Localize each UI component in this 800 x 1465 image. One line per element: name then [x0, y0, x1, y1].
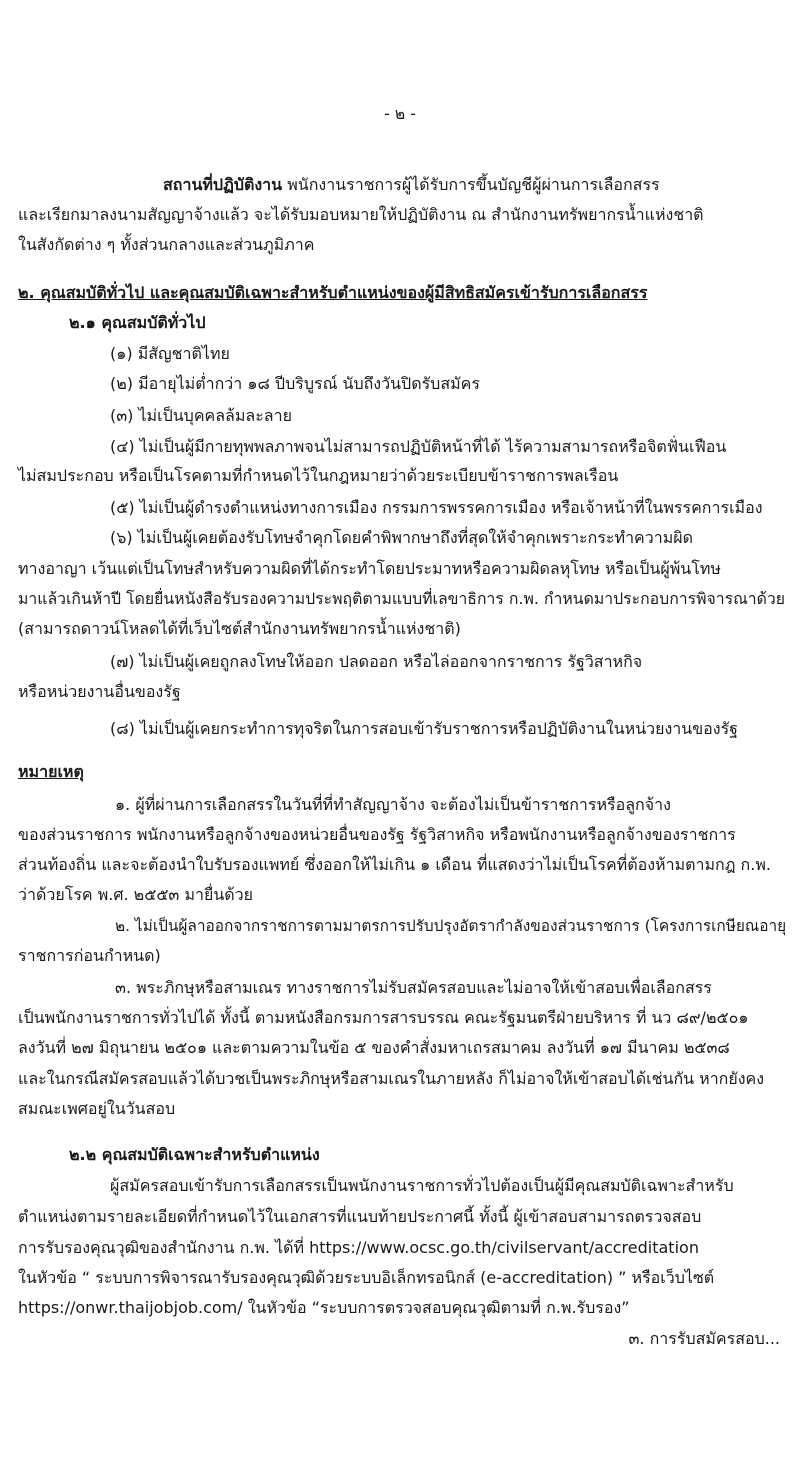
workplace-paragraph-line2: และเรียกมาลงนามสัญญาจ้างแล้ว จะได้รับมอบหมายให้ปฏิบัติงาน ณ สำนักงานทรัพยากรน้ำแห่งชาติ: [18, 205, 704, 224]
note-line-7: ๓. พระภิกษุหรือสามเณร ทางราชการไม่รับสมัครสอบและไม่อาจให้เข้าสอบเพื่อเลือกสรร: [115, 978, 712, 997]
subsection-2-1-heading: ๒.๑ คุณสมบัติทั่วไป: [69, 313, 206, 332]
workplace-paragraph-line3: ในสังกัดต่าง ๆ ทั้งส่วนกลางและส่วนภูมิภาค: [18, 235, 315, 254]
qualification-item-2: (๒) มีอายุไม่ต่ำกว่า ๑๘ ปีบริบูรณ์ นับถึงวันปิดรับสมัคร: [110, 374, 480, 393]
qualification-item-8: (๘) ไม่เป็นผู้เคยกระทำการทุจริตในการสอบเข้ารับราชการหรือปฏิบัติงานในหน่วยงานของรัฐ: [110, 719, 738, 738]
workplace-paragraph-line1: [163, 173, 660, 197]
qualification-item-6-cont1: ทางอาญา เว้นแต่เป็นโทษสำหรับความผิดที่ได้กระทำโดยประมาทหรือความผิดลหุโทษ หรือเป็นผู้พ้นโทษ: [18, 559, 721, 578]
workplace-text: พนักงานราชการผู้ได้รับการขึ้นบัญชีผู้ผ่านการเลือกสรร: [287, 175, 660, 194]
qualification-item-7-cont: หรือหน่วยงานอื่นของรัฐ: [18, 682, 181, 701]
note-line-5: ๒. ไม่เป็นผู้ลาออกจากราชการตามมาตรการปรับปรุงอัตรากำลังของส่วนราชการ (โครงการเกษียณอายุ: [115, 917, 787, 935]
note-line-2: ของส่วนราชการ พนักงานหรือลูกจ้างของหน่วยอื่นของรัฐ รัฐวิสาหกิจ หรือพนักงานหรือลูกจ้างของราชการ: [18, 825, 736, 844]
page-number: - ๒ -: [384, 104, 416, 123]
qualification-item-1: (๑) มีสัญชาติไทย: [110, 344, 230, 363]
section-2-heading: ๒. คุณสมบัติทั่วไป และคุณสมบัติเฉพาะสำหรับตำแหน่งของผู้มีสิทธิสมัครเข้ารับการเลือกสรร: [18, 283, 648, 302]
qualification-item-7: (๗) ไม่เป็นผู้เคยถูกลงโทษให้ออก ปลดออก หรือไล่ออกจากราชการ รัฐวิสาหกิจ: [110, 652, 643, 671]
qualification-item-6-cont3: (สามารถดาวน์โหลดได้ที่เว็บไซต์สำนักงานทรัพยากรน้ำแห่งชาติ): [18, 619, 461, 638]
qualification-item-4-cont: ไม่สมประกอบ หรือเป็นโรคตามที่กำหนดไว้ในกฎหมายว่าด้วยระเบียบข้าราชการพลเรือน: [18, 466, 619, 485]
qualification-item-4: (๔) ไม่เป็นผู้มีกายทุพพลภาพจนไม่สามารถปฏิบัติหน้าที่ได้ ไร้ความสามารถหรือจิตฟั่นเฟือน: [110, 437, 727, 456]
specific-qualification-line-4: ในหัวข้อ “ ระบบการพิจารณารับรองคุณวุฒิด้วยระบบอิเล็กทรอนิกส์ (e-accreditation) ” หรือเว็บไซต์: [18, 1268, 715, 1287]
specific-qualification-line-3: การรับรองคุณวุฒิของสำนักงาน ก.พ. ได้ที่ https://www.ocsc.go.th/civilservant/accreditation: [18, 1238, 699, 1257]
continuation-text: ๓. การรับสมัครสอบ...: [628, 1329, 780, 1348]
qualification-item-6-cont2: มาแล้วเกินห้าปี โดยยื่นหนังสือรับรองความประพฤติตามแบบที่เลขาธิการ ก.พ. กำหนดมาประกอบการพิจารณาด้วย: [18, 589, 786, 608]
qualification-item-3: (๓) ไม่เป็นบุคคลล้มละลาย: [110, 406, 292, 425]
specific-qualification-line-1: ผู้สมัครสอบเข้ารับการเลือกสรรเป็นพนักงานราชการทั่วไปต้องเป็นผู้มีคุณสมบัติเฉพาะสำหรับ: [110, 1176, 734, 1195]
specific-qualification-line-5: https://onwr.thaijobjob.com/ ในหัวข้อ “ระบบการตรวจสอบคุณวุฒิตามที่ ก.พ.รับรอง”: [18, 1298, 630, 1317]
subsection-2-2-heading: ๒.๒ คุณสมบัติเฉพาะสำหรับตำแหน่ง: [69, 1145, 320, 1164]
note-line-10: และในกรณีสมัครสอบแล้วได้บวชเป็นพระภิกษุหรือสามเณรในภายหลัง ก็ไม่อาจให้เข้าสอบได้เช่นกัน หากยังคง: [18, 1069, 765, 1088]
specific-qualification-line-2: ตำแหน่งตามรายละเอียดที่กำหนดไว้ในเอกสารที่แนบท้ายประกาศนี้ ทั้งนี้ ผู้เข้าสอบสามารถตรวจสอบ: [18, 1207, 702, 1226]
workplace-label: สถานที่ปฏิบัติงาน: [163, 175, 283, 194]
note-line-3: ส่วนท้องถิ่น และจะต้องนำใบรับรองแพทย์ ซึ่งออกให้ไม่เกิน ๑ เดือน ที่แสดงว่าไม่เป็นโรคที่ต้องห้ามตามกฎ ก.พ.: [18, 855, 771, 874]
qualification-item-5: (๕) ไม่เป็นผู้ดำรงตำแหน่งทางการเมือง กรรมการพรรคการเมือง หรือเจ้าหน้าที่ในพรรคการเมือง: [110, 498, 763, 517]
note-line-4: ว่าด้วยโรค พ.ศ. ๒๕๕๓ มายื่นด้วย: [18, 885, 254, 904]
note-line-8: เป็นพนักงานราชการทั่วไปได้ ทั้งนี้ ตามหนังสือกรมการสารบรรณ คณะรัฐมนตรีฝ่ายบริหาร ที่ นว ๘๙/๒๕๐๑: [18, 1008, 749, 1027]
note-heading: หมายเหตุ: [18, 762, 84, 781]
note-line-9: ลงวันที่ ๒๗ มิถุนายน ๒๕๐๑ และตามความในข้อ ๕ ของคำสั่งมหาเถรสมาคม ลงวันที่ ๑๗ มีนาคม ๒๕๓๘: [18, 1038, 730, 1057]
note-line-6: ราชการก่อนกำหนด): [18, 946, 161, 965]
note-line-1: ๑. ผู้ที่ผ่านการเลือกสรรในวันที่ที่ทำสัญญาจ้าง จะต้องไม่เป็นข้าราชการหรือลูกจ้าง: [115, 795, 671, 814]
note-line-11: สมณะเพศอยู่ในวันสอบ: [18, 1099, 176, 1118]
qualification-item-6: (๖) ไม่เป็นผู้เคยต้องรับโทษจำคุกโดยคำพิพากษาถึงที่สุดให้จำคุกเพราะกระทำความผิด: [110, 528, 694, 547]
